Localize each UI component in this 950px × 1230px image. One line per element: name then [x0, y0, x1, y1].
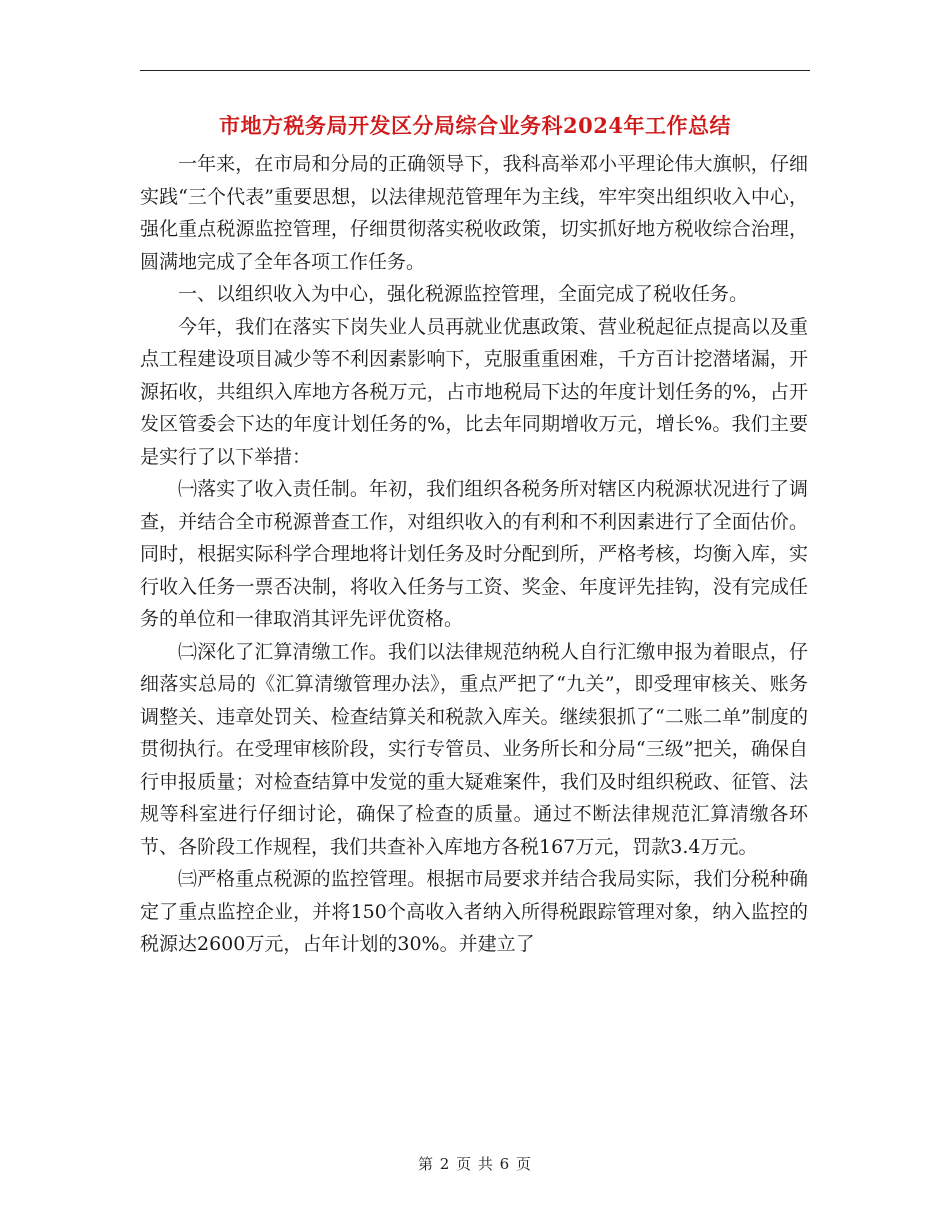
- paragraph-measure-1: ㈠落实了收入责任制。年初，我们组织各税务所对辖区内税源状况进行了调查，并结合全市税源普查工作，对组织收入的有利和不利因素进行了全面估价。同时，根据实际科学合理地将计划任务及时分配到所，严格考核，均衡入库，实行收入任务一票否决制，将收入任务与工资、奖金、年度评先挂钩，没有完成任务的单位和一律取消其评先评优资格。: [140, 478, 808, 630]
- paragraph-measure-2: ㈡深化了汇算清缴工作。我们以法律规范纳税人自行汇缴申报为着眼点，仔细落实总局的《汇算清缴管理办法》，重点严把了“九关”，即受理审核关、账务调整关、违章处罚关、检查结算关和税款入库关。继续狠抓了“二账二单”制度的贯彻执行。在受理审核阶段，实行专管员、业务所长和分局“三级”把关，确保自行申报质量；对检查结算中发觉的重大疑难案件，我们及时组织税政、征管、法规等科室进行仔细讨论，确保了检查的质量。通过不断法律规范汇算清缴各环节、各阶段工作规程，我们共查补入库地方各税167万元，罚款3.4万元。: [140, 640, 808, 858]
- paragraph-measure-3: ㈢严格重点税源的监控管理。根据市局要求并结合我局实际，我们分税种确定了重点监控企业，并将150个高收入者纳入所得税跟踪管理对象，纳入监控的税源达2600万元，占年计划的30%。并建立了: [140, 868, 808, 955]
- page-number-footer: 第 2 页 共 6 页: [418, 1155, 532, 1173]
- paragraph-intro: 一年来，在市局和分局的正确领导下，我科高举邓小平理论伟大旗帜，仔细实践“三个代表”重要思想，以法律规范管理年为主线，牢牢突出组织收入中心，强化重点税源监控管理，仔细贯彻落实税收政策，切实抓好地方税收综合治理，圆满地完成了全年各项工作任务。: [140, 153, 808, 273]
- document-title: 市地方税务局开发区分局综合业务科2024年工作总结: [219, 113, 731, 138]
- paragraph-section-1-heading: 一、以组织收入为中心，强化税源监控管理，全面完成了税收任务。: [178, 283, 749, 305]
- document-body: [140, 148, 808, 961]
- paragraph-revenue-summary: 今年，我们在落实下岗失业人员再就业优惠政策、营业税起征点提高以及重点工程建设项目减少等不利因素影响下，克服重重困难，千方百计挖潜堵漏，开源拓收，共组织入库地方各税万元，占市地税局下达的年度计划任务的%，占开发区管委会下达的年度计划任务的%，比去年同期增收万元，增长%。我们主要是实行了以下举措：: [140, 315, 808, 468]
- header-rule: [140, 70, 810, 71]
